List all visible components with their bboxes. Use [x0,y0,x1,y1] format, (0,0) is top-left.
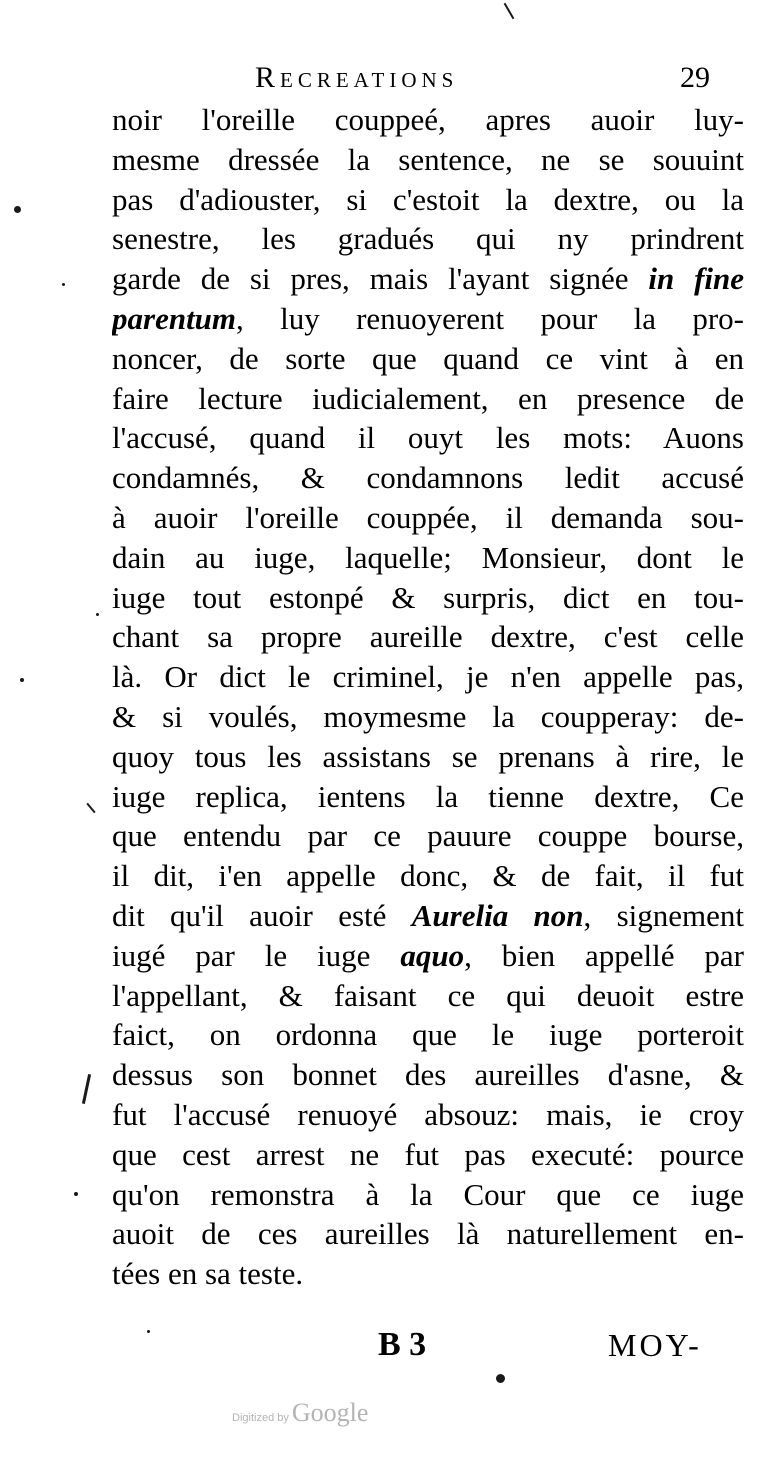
text-line [112,856,744,896]
margin-tick [86,803,95,813]
signature-mark: B 3 [378,1326,427,1363]
text-line [112,1135,744,1175]
text-line [112,1095,744,1135]
text-line [112,339,744,379]
margin-speck [96,613,99,616]
text-line [112,458,744,498]
text-line [112,1254,744,1294]
line-text: senestre, les gradués qui ny prindrent [112,221,744,257]
text-line [112,180,744,220]
line-text: il dit, i'en appelle donc, & de fait, il fut [112,858,744,894]
italic-phrase: parentum [112,300,237,336]
line-text: auoit de ces aureilles là naturellement en- [112,1216,744,1252]
line-text: noir l'oreille couppeé, apres auoir luy- [112,102,744,137]
text-line [112,737,744,777]
line-text: à auoir l'oreille couppée, il demanda sou- [112,499,744,535]
margin-speck [14,206,21,213]
running-head [0,58,777,98]
line-text: garde de si pres, mais l'ayant signée [112,261,649,297]
line-text: dain au iuge, laquelle; Monsieur, dont le [112,539,744,575]
line-text: , luy renuoyerent pour la pro- [236,300,744,336]
watermark-brand: Google [291,1398,369,1427]
line-text: iuge replica, ientens la tienne dextre, Ce [112,778,744,814]
text-line [112,816,744,856]
text-line [112,1175,744,1215]
line-text: faire lecture iudicialement, en presence de [112,380,744,416]
text-line [112,976,744,1016]
text-line [112,498,744,538]
line-text-after: , bien appellé par [464,937,744,973]
line-text: mesme dressée la sentence, ne se souuint [112,141,744,177]
line-text: dit qu'il auoir esté [112,897,412,933]
margin-speck [496,1374,505,1383]
italic-phrase: in fine [648,261,744,297]
text-line [112,259,744,299]
page-footer [0,1320,777,1370]
line-text: fut l'accusé renuoyé absouz: mais, ie croy [112,1096,744,1132]
text-line [112,299,744,339]
text-line [112,1015,744,1055]
body-text [112,100,744,1294]
line-text: faict, on ordonna que le iuge porteroit [112,1017,744,1053]
line-text: pas d'adiouster, si c'estoit la dextre, ou la [112,181,744,217]
italic-phrase: Aurelia non [411,897,584,933]
margin-tick [82,1074,91,1104]
watermark-prefix: Digitized by [232,1412,289,1424]
running-title: Recreations [255,61,459,94]
text-line [112,1055,744,1095]
margin-speck [147,1330,150,1333]
line-text: noncer, de sorte que quand ce vint à en [112,340,744,376]
text-line [112,896,744,936]
line-text: iuge tout estonpé & surpris, dict en tou- [112,579,744,615]
page-number: 29 [680,61,710,94]
line-text: que cest arrest ne fut pas executé: pource [112,1136,744,1172]
line-text: dessus son bonnet des aureilles d'asne, & [112,1057,744,1093]
digitization-watermark [232,1398,368,1432]
catchword: MOY- [608,1327,702,1363]
line-text-after: , signement [583,897,744,933]
line-text: tées en sa teste. [112,1256,304,1292]
text-line [112,379,744,419]
line-text: iugé par le iuge [112,937,401,973]
line-text: que entendu par ce pauure couppe bourse, [112,818,744,854]
line-text: l'appellant, & faisant ce qui deuoit estre [112,977,744,1013]
text-line [112,697,744,737]
text-line [112,936,744,976]
text-line [112,418,744,458]
italic-phrase: aquo [400,937,465,973]
text-line [112,140,744,180]
text-line [112,538,744,578]
margin-tick [504,3,515,20]
text-line [112,100,744,140]
line-text: qu'on remonstra à la Cour que ce iuge [112,1176,744,1212]
margin-speck [62,283,65,286]
line-text: l'accusé, quand il ouyt les mots: Auons [112,420,744,456]
line-text: & si voulés, moymesme la coupperay: de- [112,698,744,734]
margin-speck [74,1192,78,1196]
text-line [112,219,744,259]
text-line [112,777,744,817]
line-text: chant sa propre aureille dextre, c'est celle [112,619,744,655]
text-line [112,578,744,618]
text-line [112,657,744,697]
line-text: condamnés, & condamnons ledit accusé [112,460,744,496]
line-text: là. Or dict le criminel, je n'en appelle pas, [112,659,744,695]
text-line [112,617,744,657]
margin-speck [20,678,24,682]
line-text: quoy tous les assistans se prenans à rire, le [112,738,744,774]
text-line [112,1214,744,1254]
